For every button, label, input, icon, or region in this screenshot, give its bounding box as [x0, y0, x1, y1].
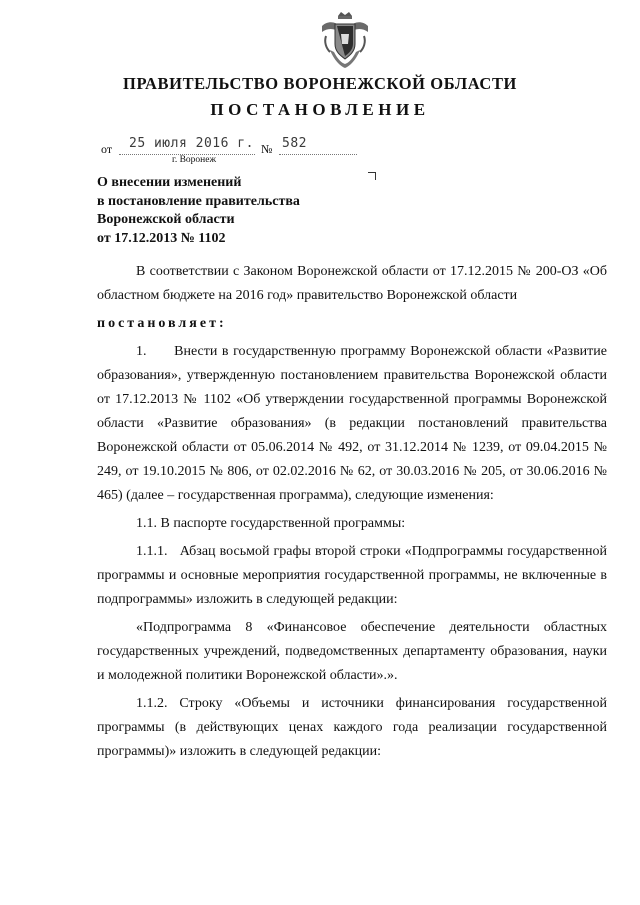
subject-line: в постановление правительства — [97, 193, 300, 209]
document-body — [97, 260, 611, 764]
subject-line: О внесении изменений — [97, 175, 242, 190]
resolves-label: постановляет: — [97, 316, 227, 331]
document-type: ПОСТАНОВЛЕНИЕ — [210, 100, 430, 119]
date-line — [101, 136, 361, 160]
organization-title: ПРАВИТЕЛЬСТВО ВОРОНЕЖСКОЙ ОБЛАСТИ — [123, 74, 517, 93]
coat-of-arms-icon — [318, 10, 372, 72]
subject-line: от 17.12.2013 № 1102 — [97, 231, 226, 247]
city-label: г. Воронеж — [172, 155, 217, 165]
corner-mark — [368, 172, 376, 180]
paragraph-1-1-2: 1.1.2. Строку «Объемы и источники финансирования государственной программы (в действующих ценах каждого года реализации государственной программы)» изложить в следующей редакции: — [97, 696, 607, 759]
number-underline — [279, 154, 357, 155]
preamble-paragraph: В соответствии с Законом Воронежской области от 17.12.2015 № 200-ОЗ «Об областном бюджете на 2016 год» правительство Воронежской области — [97, 264, 607, 303]
paragraph-1: 1. Внести в государственную программу Воронежской области «Развитие образования», утвержденную постановлением правительства Воронежской области от 17.12.2013 № 1102 «Об утверждении государственной программы Воронежской области «Развитие образования» (в редакции постановлений правительства Воронежской области от 05.06.2014 № 492, от 31.12.2014 № 1239, от 09.04.2015 № 249, от 19.10.2015 № 806, от 02.02.2016 № 62, от 30.03.2016 № 205, от 30.06.2016 № 465) (далее – государственная программа), следующие изменения: — [97, 344, 611, 503]
subject-line: Воронежской области — [97, 212, 235, 228]
paragraph-1-1: 1.1. В паспорте государственной программы: — [136, 516, 406, 531]
from-label: от — [101, 142, 113, 156]
date-value: 25 июля 2016 г. — [129, 136, 254, 151]
document-subject — [97, 174, 357, 249]
quoted-text: «Подпрограмма 8 «Финансовое обеспечение деятельности областных государственных учреждений, подведомственных департаменту образования, науки и молодежной политики Воронежской области».». — [97, 620, 607, 683]
number-label: № — [261, 142, 273, 156]
paragraph-1-1-1: 1.1.1. Абзац восьмой графы второй строки «Подпрограммы государственной программы и основные мероприятия государственной программы, не включенные в подпрограммы» изложить в следующей редакции: — [97, 544, 611, 607]
number-value: 582 — [282, 136, 307, 151]
